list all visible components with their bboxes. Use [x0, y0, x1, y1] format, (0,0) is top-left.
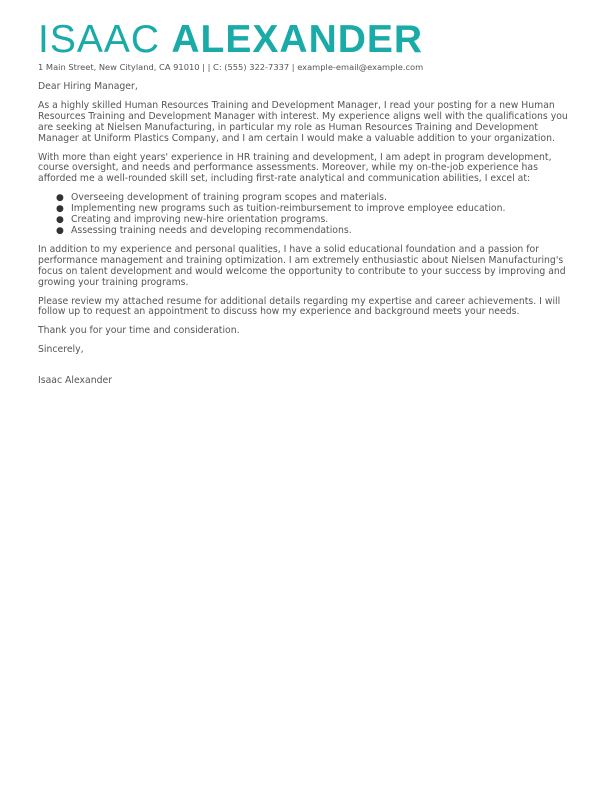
follow-up-paragraph: Please review my attached resume for additional details regarding my expertise and career achievements. I will follow up to request an appointment to discuss how my experience and background meets your needs.: [38, 295, 561, 318]
letter-body: [38, 82, 568, 387]
bullet-icon: ●: [56, 215, 64, 226]
thank-you-line: Thank you for your time and consideration.: [38, 325, 240, 337]
experience-paragraph: With more than eight years' experience in HR training and development, I am adept in program development, course oversight, and needs and performance assessments. Moreover, while my on-the-job experience has afforded me a well-rounded skill set, including first-rate analytical and communication abilities, I excel at:: [38, 151, 552, 185]
contact-info: 1 Main Street, New Cityland, CA 91010 | | C: (555) 322-7337 | example-email@example.com: [38, 62, 424, 72]
applicant-name: [38, 18, 568, 62]
intro-paragraph: As a highly skilled Human Resources Training and Development Manager, I read your posting for a new Human Resources Training and Development Manager with interest. My experience aligns well with the qualifications you are seeking at Nielsen Manufacturing, in particular my role as Human Resources Training and Development Manager at Uniform Plastics Company, and I am certain I would make a valuable addition to your organization.: [38, 99, 568, 144]
list-item-text: Implementing new programs such as tuition-reimbursement to improve employee education.: [71, 203, 506, 215]
signature-space: [38, 364, 568, 376]
first-name: ISAAC: [38, 18, 161, 61]
list-item-text: Assessing training needs and developing recommendations.: [71, 224, 352, 236]
sign-off: Sincerely,: [38, 344, 84, 356]
cover-letter: [38, 18, 568, 395]
qualities-paragraph: In addition to my experience and personal qualities, I have a solid educational foundation and a passion for performance management and training optimization. I am extremely enthusiastic about Nielsen Manufacturing's focus on talent development and would welcome the opportunity to contribute to your success by improving and growing your training programs.: [38, 243, 566, 288]
bullet-icon: ●: [56, 204, 64, 215]
bullet-icon: ●: [56, 193, 64, 204]
list-item: [56, 226, 568, 237]
last-name: ALEXANDER: [171, 18, 424, 61]
skills-list: [38, 193, 568, 237]
signature: Isaac Alexander: [38, 375, 113, 387]
bullet-icon: ●: [56, 225, 64, 236]
salutation: Dear Hiring Manager,: [38, 81, 138, 92]
list-item-text: Overseeing development of training program scopes and materials.: [71, 192, 387, 204]
list-item-text: Creating and improving new-hire orientation programs.: [71, 214, 329, 226]
